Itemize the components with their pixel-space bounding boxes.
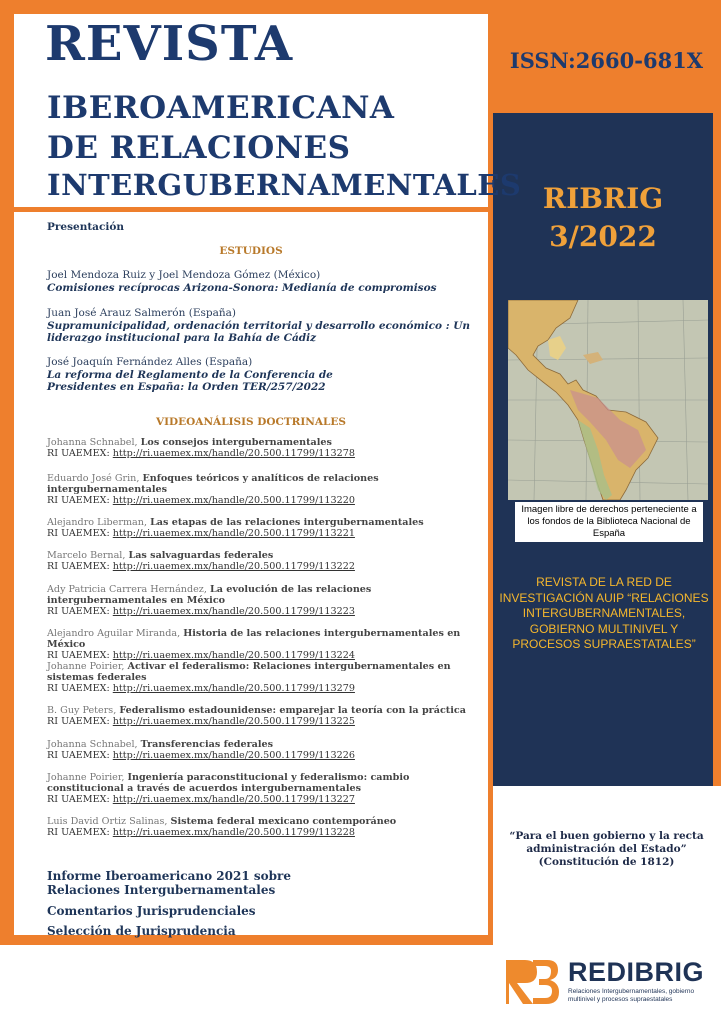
video-title: Transferencias federales — [140, 739, 274, 750]
video-link[interactable]: http://ri.uaemex.mx/handle/20.500.11799/113279 — [112, 683, 355, 694]
study-authors: Juan José Arauz Salmerón (España) — [47, 307, 236, 319]
study-item — [47, 307, 477, 345]
orange-frame-right — [713, 113, 721, 786]
video-title: Historia de las relaciones intergubernamentales en México — [47, 628, 461, 650]
study-item — [47, 269, 477, 294]
video-author: Marcelo Bernal, — [47, 550, 126, 561]
study-authors: José Joaquín Fernández Alles (España) — [47, 356, 253, 368]
video-item — [47, 739, 487, 761]
video-author: Alejandro Liberman, — [47, 517, 147, 528]
comentarios-heading: Comentarios Jurisprudenciales — [47, 904, 256, 918]
video-item — [47, 628, 487, 661]
informe-heading: Informe Iberoamericano 2021 sobre Relaciones Intergubernamentales — [47, 869, 291, 897]
ri-label: RI UAEMEX: — [47, 495, 110, 506]
title-divider — [0, 207, 493, 212]
journal-title-line-2: DE RELACIONES — [47, 130, 351, 166]
orange-frame-top — [0, 0, 493, 14]
study-title: Comisiones recíprocas Arizona-Sonora: Medianía de compromisos — [47, 281, 437, 294]
video-author: Luis David Ortiz Salinas, — [47, 816, 168, 827]
estudios-heading: ESTUDIOS — [219, 245, 283, 257]
video-link[interactable]: http://ri.uaemex.mx/handle/20.500.11799/113225 — [112, 716, 355, 727]
video-title: Federalismo estadounidense: emparejar la teoría con la práctica — [119, 705, 466, 716]
ri-label: RI UAEMEX: — [47, 606, 110, 617]
ri-label: RI UAEMEX: — [47, 683, 110, 694]
video-author: Johanna Schnabel, — [47, 739, 138, 750]
video-title: Las salvaguardas federales — [128, 550, 274, 561]
video-author: Johanna Schnabel, — [47, 437, 138, 448]
video-link[interactable]: http://ri.uaemex.mx/handle/20.500.11799/113224 — [112, 650, 355, 661]
ri-label: RI UAEMEX: — [47, 750, 110, 761]
video-link[interactable]: http://ri.uaemex.mx/handle/20.500.11799/113223 — [112, 606, 355, 617]
journal-title-line-3: INTERGUBERNAMENTALES — [47, 168, 522, 202]
ri-label: RI UAEMEX: — [47, 448, 110, 459]
issue-label — [493, 180, 713, 256]
issn-label: ISSN:2660-681X — [509, 48, 704, 73]
orange-frame-left — [0, 0, 14, 945]
video-item — [47, 816, 487, 838]
video-link[interactable]: http://ri.uaemex.mx/handle/20.500.11799/113228 — [112, 827, 355, 838]
historical-map-image — [508, 300, 708, 500]
ri-label: RI UAEMEX: — [47, 794, 110, 805]
map-illustration — [508, 300, 708, 500]
redibrig-logo-icon — [503, 956, 561, 1008]
video-title: Enfoques teóricos y analíticos de relaciones intergubernamentales — [47, 473, 379, 495]
video-item — [47, 517, 487, 539]
video-link[interactable]: http://ri.uaemex.mx/handle/20.500.11799/113220 — [112, 495, 355, 506]
study-title: La reforma del Reglamento de la Conferencia de Presidentes en España: la Orden TER/257/2022 — [47, 368, 333, 393]
video-author: Alejandro Aguilar Miranda, — [47, 628, 181, 639]
constitution-quote — [500, 830, 713, 869]
presentacion-heading: Presentación — [47, 221, 125, 233]
video-title: La evolución de las relaciones intergubernamentales en México — [47, 584, 372, 606]
video-title: Los consejos intergubernamentales — [140, 437, 332, 448]
video-author: B. Guy Peters, — [47, 705, 117, 716]
ri-label: RI UAEMEX: — [47, 528, 110, 539]
ri-label: RI UAEMEX: — [47, 561, 110, 572]
video-author: Johanne Poirier, — [47, 661, 125, 672]
video-link[interactable]: http://ri.uaemex.mx/handle/20.500.11799/113278 — [112, 448, 355, 459]
seleccion-heading: Selección de Jurisprudencia — [47, 924, 236, 938]
video-item — [47, 550, 487, 572]
video-title: Las etapas de las relaciones intergubernamentales — [150, 517, 424, 528]
video-title: Ingeniería paraconstitucional y federalismo: cambio constitucional a través de acuerdos intergubernamentales — [47, 772, 410, 794]
video-author: Johanne Poirier, — [47, 772, 125, 783]
quote-source: (Constitución de 1812) — [538, 856, 675, 868]
redibrig-logo-word: REDIBRIG — [568, 957, 705, 987]
map-caption: Imagen libre de derechos perteneciente a los fondos de la Biblioteca Nacional de España — [515, 502, 703, 542]
study-authors: Joel Mendoza Ruiz y Joel Mendoza Gómez (México) — [47, 269, 321, 281]
ri-label: RI UAEMEX: — [47, 716, 110, 727]
video-item — [47, 473, 487, 506]
study-item — [47, 356, 477, 394]
study-title: Supramunicipalidad, ordenación territorial y desarrollo económico : Un liderazgo institucional para la Bahía de Cádiz — [47, 319, 471, 344]
network-description: REVISTA DE LA RED DE INVESTIGACIÓN AUIP “RELACIONES INTERGUBERNAMENTALES, GOBIERNO MULTINIVEL Y PROCESOS SUPRAESTATALES” — [499, 575, 709, 651]
video-item — [47, 661, 487, 694]
ri-label: RI UAEMEX: — [47, 650, 110, 661]
video-item — [47, 584, 487, 617]
video-link[interactable]: http://ri.uaemex.mx/handle/20.500.11799/113227 — [112, 794, 355, 805]
ri-label: RI UAEMEX: — [47, 827, 110, 838]
journal-title-main: REVISTA — [45, 16, 294, 72]
video-title: Sistema federal mexicano contemporáneo — [170, 816, 397, 827]
quote-text: “Para el buen gobierno y la recta administración del Estado” — [509, 830, 704, 855]
video-title: Activar el federalismo: Relaciones intergubernamentales en sistemas federales — [47, 661, 451, 683]
journal-title-line-1: IBEROAMERICANA — [47, 90, 395, 126]
video-link[interactable]: http://ri.uaemex.mx/handle/20.500.11799/113222 — [112, 561, 355, 572]
video-author: Eduardo José Grin, — [47, 473, 140, 484]
issue-name: RIBRIG — [542, 182, 664, 215]
videoanalisis-heading: VIDEOANÁLISIS DOCTRINALES — [155, 416, 346, 428]
video-item — [47, 437, 487, 459]
video-item — [47, 705, 487, 727]
video-link[interactable]: http://ri.uaemex.mx/handle/20.500.11799/113226 — [112, 750, 355, 761]
video-link[interactable]: http://ri.uaemex.mx/handle/20.500.11799/113221 — [112, 528, 355, 539]
video-author: Ady Patricia Carrera Hernández, — [47, 584, 207, 595]
redibrig-logo-tagline: Relaciones Intergubernamentales, gobierno multinivel y procesos supraestatales — [568, 988, 695, 1003]
video-item — [47, 772, 487, 805]
issue-number: 3/2022 — [549, 220, 657, 253]
